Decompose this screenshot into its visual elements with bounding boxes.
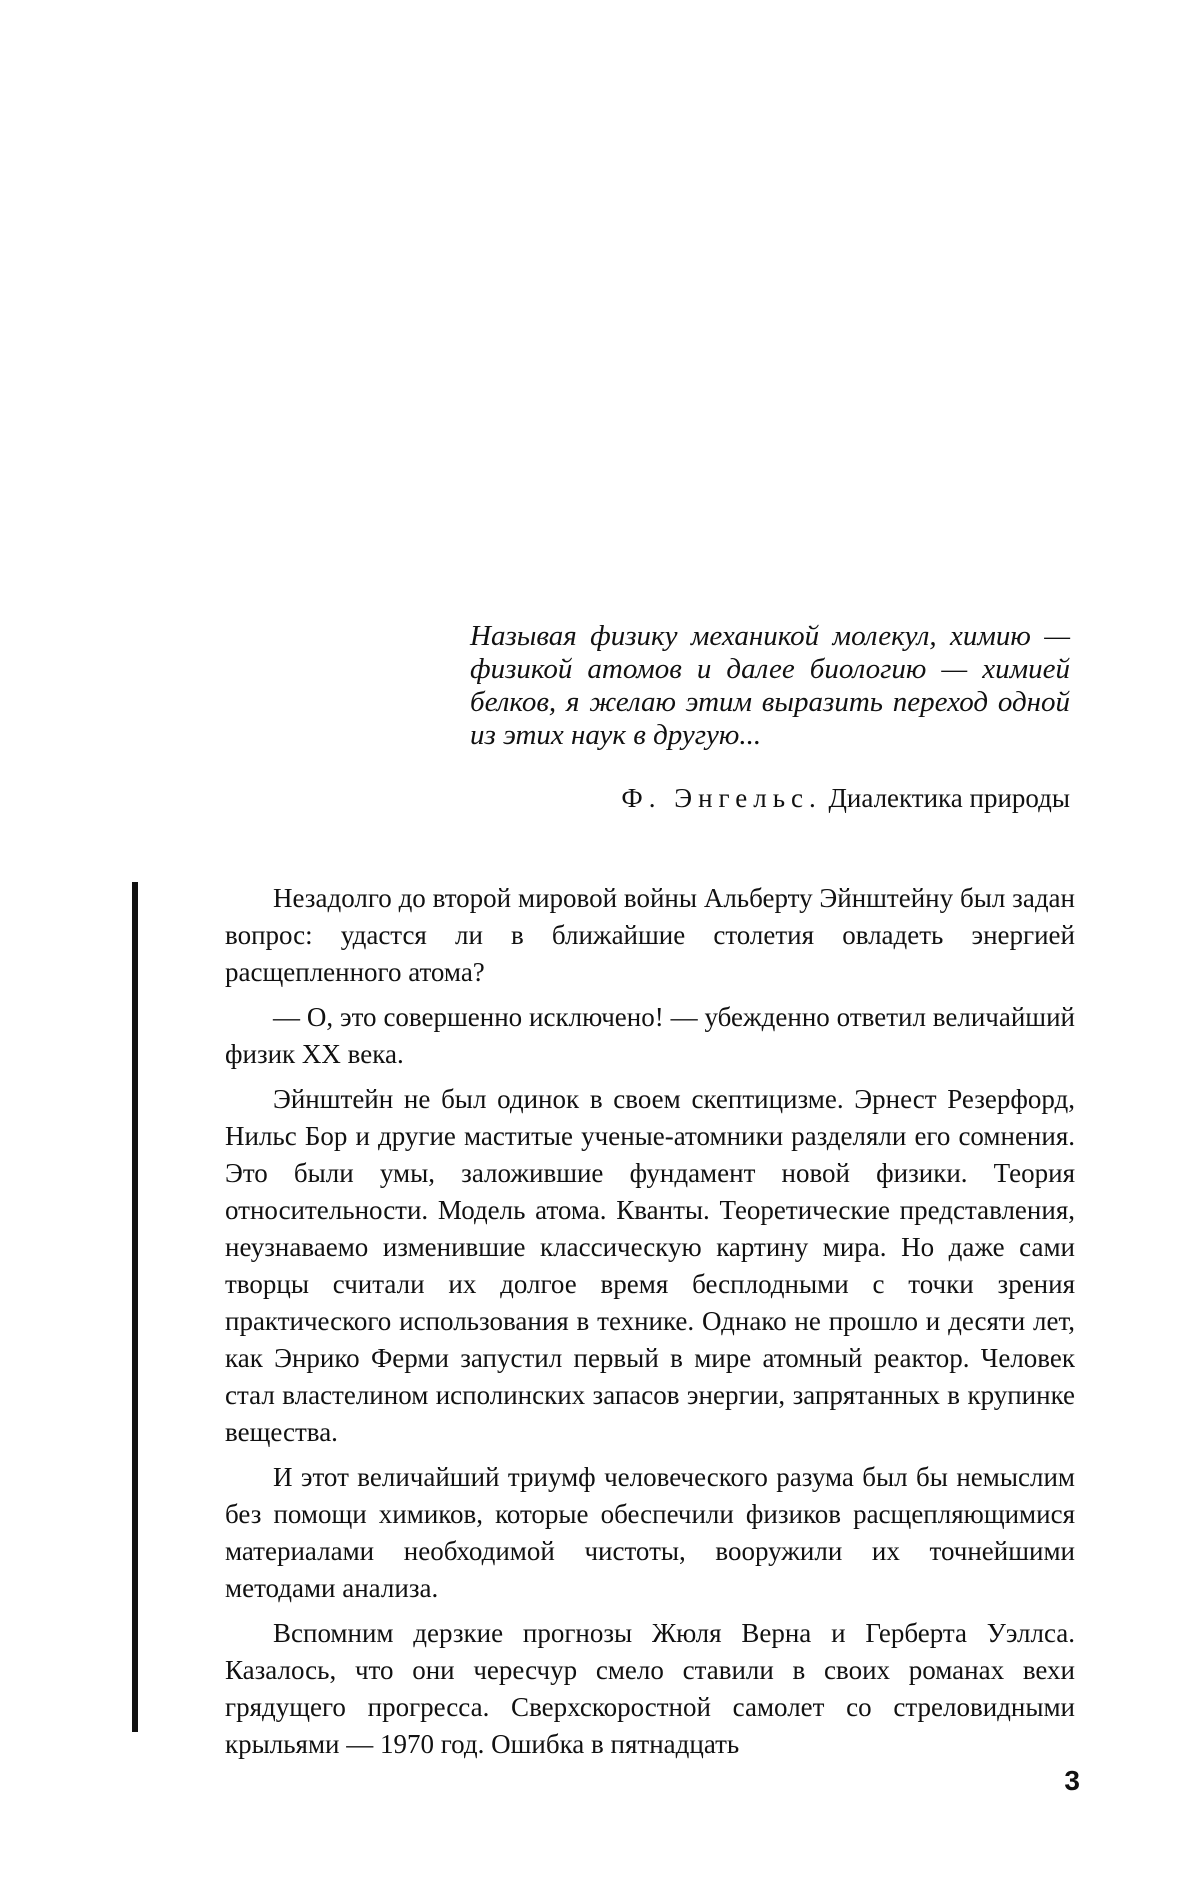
epigraph-author: Ф. Энгельс. — [621, 783, 822, 813]
paragraph: — О, это совершенно исключено! — убежденно ответил величайший физик XX века. — [225, 1002, 1075, 1069]
paragraph: Вспомним дерзкие прогнозы Жюля Верна и Герберта Уэллса. Казалось, что они чересчур смело ставили в своих романах вехи грядущего прогресса. Сверхскоростной самолет со стреловидными крыльями — 1970 год. Ошибка в пятнадцать — [225, 1618, 1075, 1759]
epigraph — [470, 620, 1070, 814]
body-text — [225, 880, 1075, 1771]
paragraph: Эйнштейн не был одинок в своем скептицизме. Эрнест Резерфорд, Нильс Бор и другие маститые ученые-атомники разделяли его сомнения. Это были умы, заложившие фундамент новой физики. Теория относительности. Модель атома. Кванты. Теоретические представления, неузнаваемо изменившие классическую картину мира. Но даже сами творцы считали их долгое время бесплодными с точки зрения практического использования в технике. Однако не прошло и десяти лет, как Энрико Ферми запустил первый в мире атомный реактор. Человек стал властелином исполинских запасов энергии, запрятанных в крупинке вещества. — [225, 1084, 1075, 1447]
epigraph-work: Диалектика природы — [828, 783, 1070, 813]
epigraph-text: Называя физику механикой молекул, химию — физикой атомов и далее биологию — химией белков, я желаю этим выразить переход одной из этих наук в другую... — [470, 620, 1070, 751]
page-number: 3 — [1064, 1765, 1080, 1796]
paragraph: Незадолго до второй мировой войны Альберту Эйнштейну был задан вопрос: удастся ли в ближайшие столетия овладеть энергией расщепленного атома? — [225, 883, 1075, 987]
margin-bar — [132, 882, 138, 1732]
paragraph: И этот величайший триумф человеческого разума был бы немыслим без помощи химиков, которые обеспечили физиков расщепляющимися материалами необходимой чистоты, вооружили их точнейшими методами анализа. — [225, 1462, 1075, 1603]
epigraph-source — [470, 782, 1070, 814]
